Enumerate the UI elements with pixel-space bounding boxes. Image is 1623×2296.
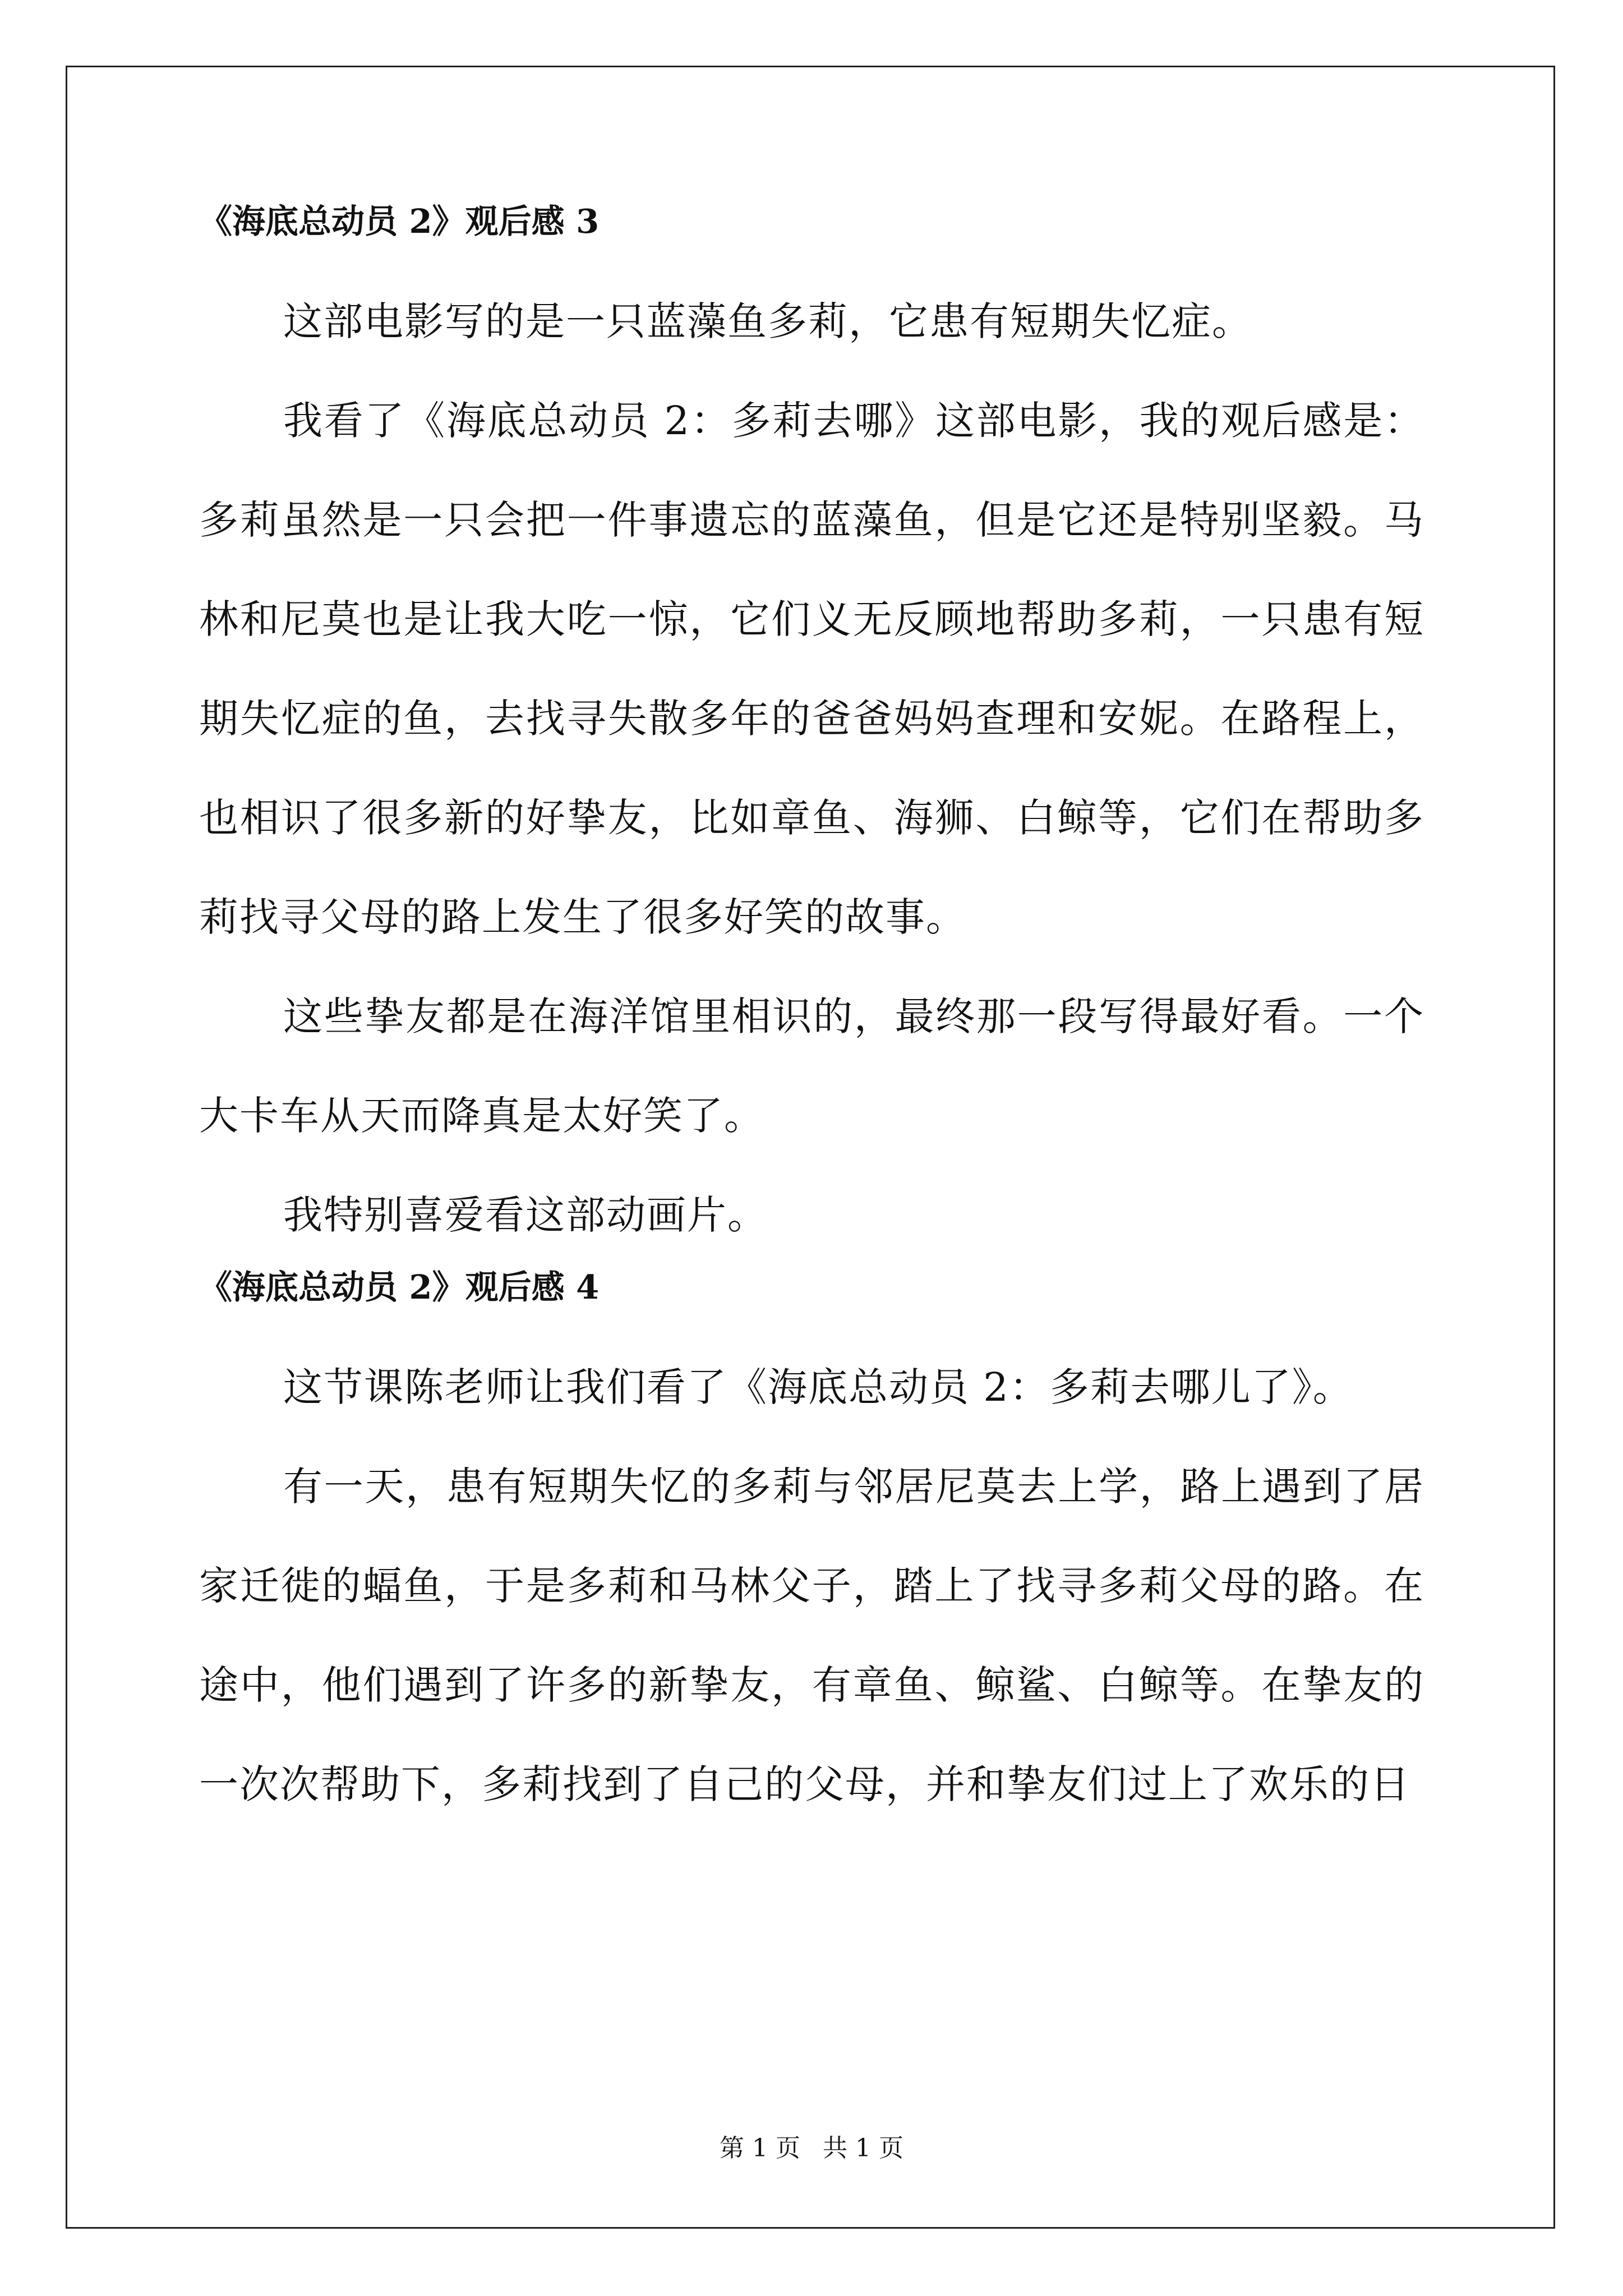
paragraph: 我特别喜爱看这部动画片。 <box>283 1192 768 1238</box>
document-body <box>199 199 1424 1834</box>
page-footer <box>0 2132 1623 2165</box>
page-count: 共 1 页 <box>823 2134 903 2162</box>
section-2 <box>199 1265 1424 1834</box>
section-1 <box>199 199 1424 1265</box>
paragraph: 这些挚友都是在海洋馆里相识的，最终那一段写得最好看。一个大卡车从天而降真是太好笑了。 <box>199 993 1424 1139</box>
section-heading: 《海底总动员 2》观后感 3 <box>199 202 600 241</box>
paragraph: 我看了《海底总动员 2：多莉去哪》这部电影，我的观后感是：多莉虽然是一只会把一件事遗忘的蓝藻鱼，但是它还是特别坚毅。马林和尼莫也是让我大吃一惊，它们义无反顾地帮助多莉，一只患有短期失忆症的鱼，去找寻失散多年的爸爸妈妈查理和安妮。在路程上，也相识了很多新的好挚友，比如章鱼、海狮、白鲸等，它们在帮助多莉找寻父母的路上发生了很多好笑的故事。 <box>199 398 1424 940</box>
section-heading: 《海底总动员 2》观后感 4 <box>199 1268 600 1306</box>
paragraph: 这部电影写的是一只蓝藻鱼多莉，它患有短期失忆症。 <box>283 298 1252 344</box>
paragraph: 有一天，患有短期失忆的多莉与邻居尼莫去上学，路上遇到了居家迁徙的蝠鱼，于是多莉和马林父子，踏上了找寻多莉父母的路。在途中，他们遇到了许多的新挚友，有章鱼、鲸鲨、白鲸等。在挚友的一次次帮助下，多莉找到了自己的父母，并和挚友们过上了欢乐的日 <box>199 1464 1424 1807</box>
page-number: 第 1 页 <box>720 2134 800 2162</box>
paragraph: 这节课陈老师让我们看了《海底总动员 2：多莉去哪儿了》。 <box>283 1364 1353 1410</box>
